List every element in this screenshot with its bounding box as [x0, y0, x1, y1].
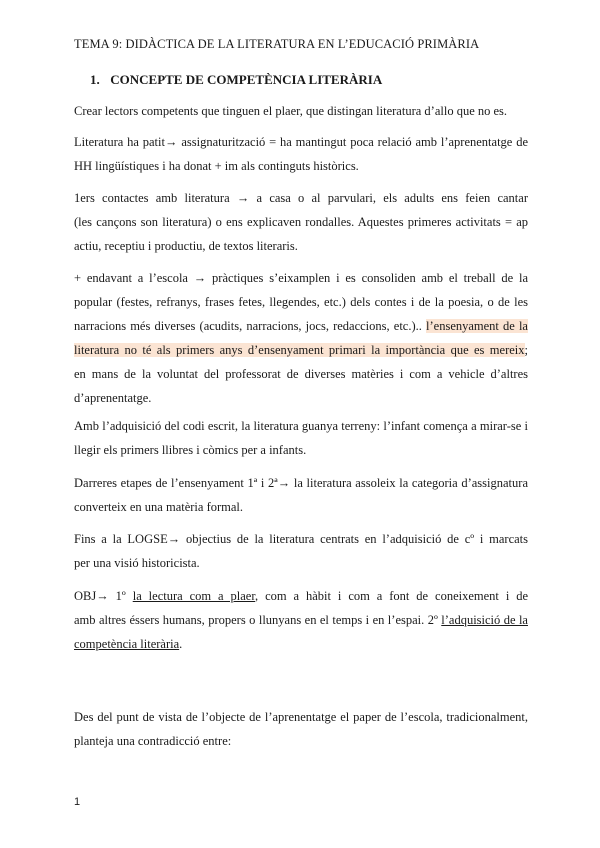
page-header: TEMA 9: DIDÀCTICA DE LA LITERATURA EN L’EDUCACIÓ PRIMÀRIA: [74, 37, 480, 51]
plain-text: OBJ→ 1º: [74, 589, 133, 603]
text-line: [74, 338, 528, 362]
text-line: per una visió historicista.: [74, 556, 200, 570]
text-line: [74, 584, 528, 608]
plain-text: amb altres éssers humans, propers o llunyans en el temps i en l’espai. 2º: [74, 613, 442, 627]
plain-text: ;: [524, 343, 528, 357]
plain-text: .: [179, 637, 183, 651]
text-line: [74, 608, 528, 632]
section-title: CONCEPTE DE COMPETÈNCIA LITERÀRIA: [110, 72, 383, 87]
paragraph-4: [74, 266, 528, 410]
text-line: Literatura ha patit→ assignaturització = ha mantingut poca relació amb l’aprenentatge de: [74, 135, 528, 149]
text-line: Amb l’adquisició del codi escrit, la literatura guanya terreny: l’infant comença a mirar-se i: [74, 419, 528, 433]
text-line: Des del punt de vista de l’objecte de l’aprenentatge el paper de l’escola, tradicionalment,: [74, 710, 528, 724]
paragraph-1: [74, 99, 528, 123]
paragraph-8: [74, 584, 528, 656]
text-line: Crear lectors competents que tinguen el plaer, que distingan literatura d’allo que no es.: [74, 104, 508, 118]
page-number: 1: [74, 796, 81, 808]
section-number: 1.: [90, 72, 100, 87]
paragraph-7: [74, 527, 528, 575]
underlined-text: la lectura com a plaer: [132, 589, 256, 603]
section-heading: [90, 72, 382, 88]
underlined-text: competència literària: [74, 637, 180, 651]
text-line: llegir els primers llibres i còmics per a infants.: [74, 443, 307, 457]
plain-text: narracions més diverses (acudits, narracions, jocs, redaccions, etc.)..: [74, 319, 427, 333]
text-line: planteja una contradicció entre:: [74, 734, 232, 748]
text-line: [74, 632, 528, 656]
paragraph-9: [74, 705, 528, 753]
underlined-text: l’adquisició de la: [441, 613, 528, 627]
text-line: Fins a la LOGSE→ objectius de la literatura centrats en l’adquisició de cº i marcats: [74, 532, 528, 546]
text-line: popular (festes, refranys, frases fetes, llegendes, etc.) dels contes i de la poesia, o de les: [74, 295, 528, 309]
paragraph-6: [74, 471, 528, 519]
paragraph-2: [74, 130, 528, 178]
text-line: d’aprenentatge.: [74, 391, 152, 405]
paragraph-3: [74, 186, 528, 258]
text-line: Darreres etapes de l’ensenyament 1ª i 2ª→ la literatura assoleix la categoria d’assignatura: [74, 476, 528, 490]
highlighted-text: l’ensenyament de la: [426, 319, 528, 333]
text-line: + endavant a l’escola → pràctiques s’eixamplen i es consoliden amb el treball de la: [74, 271, 528, 285]
paragraph-5: [74, 414, 528, 462]
plain-text: , com a hàbit i com a font de coneixement i de: [255, 589, 528, 603]
text-line: en mans de la voluntat del professorat de diverses matèries i com a vehicle d’altres: [74, 367, 528, 381]
text-line: actiu, receptiu i productiu, de textos literaris.: [74, 239, 298, 253]
text-line: (les cançons son literatura) o ens explicaven rondalles. Aquestes primeres activitats = ap: [74, 215, 528, 229]
text-line: converteix en una matèria formal.: [74, 500, 244, 514]
highlighted-text: literatura no té als primers anys d’ensenyament primari la importància que es mereix: [74, 343, 525, 357]
text-line: 1ers contactes amb literatura → a casa o al parvulari, els adults ens feien cantar: [74, 191, 528, 205]
text-line: [74, 314, 528, 338]
text-line: HH lingüístiques i ha donat + im als continguts històrics.: [74, 159, 359, 173]
